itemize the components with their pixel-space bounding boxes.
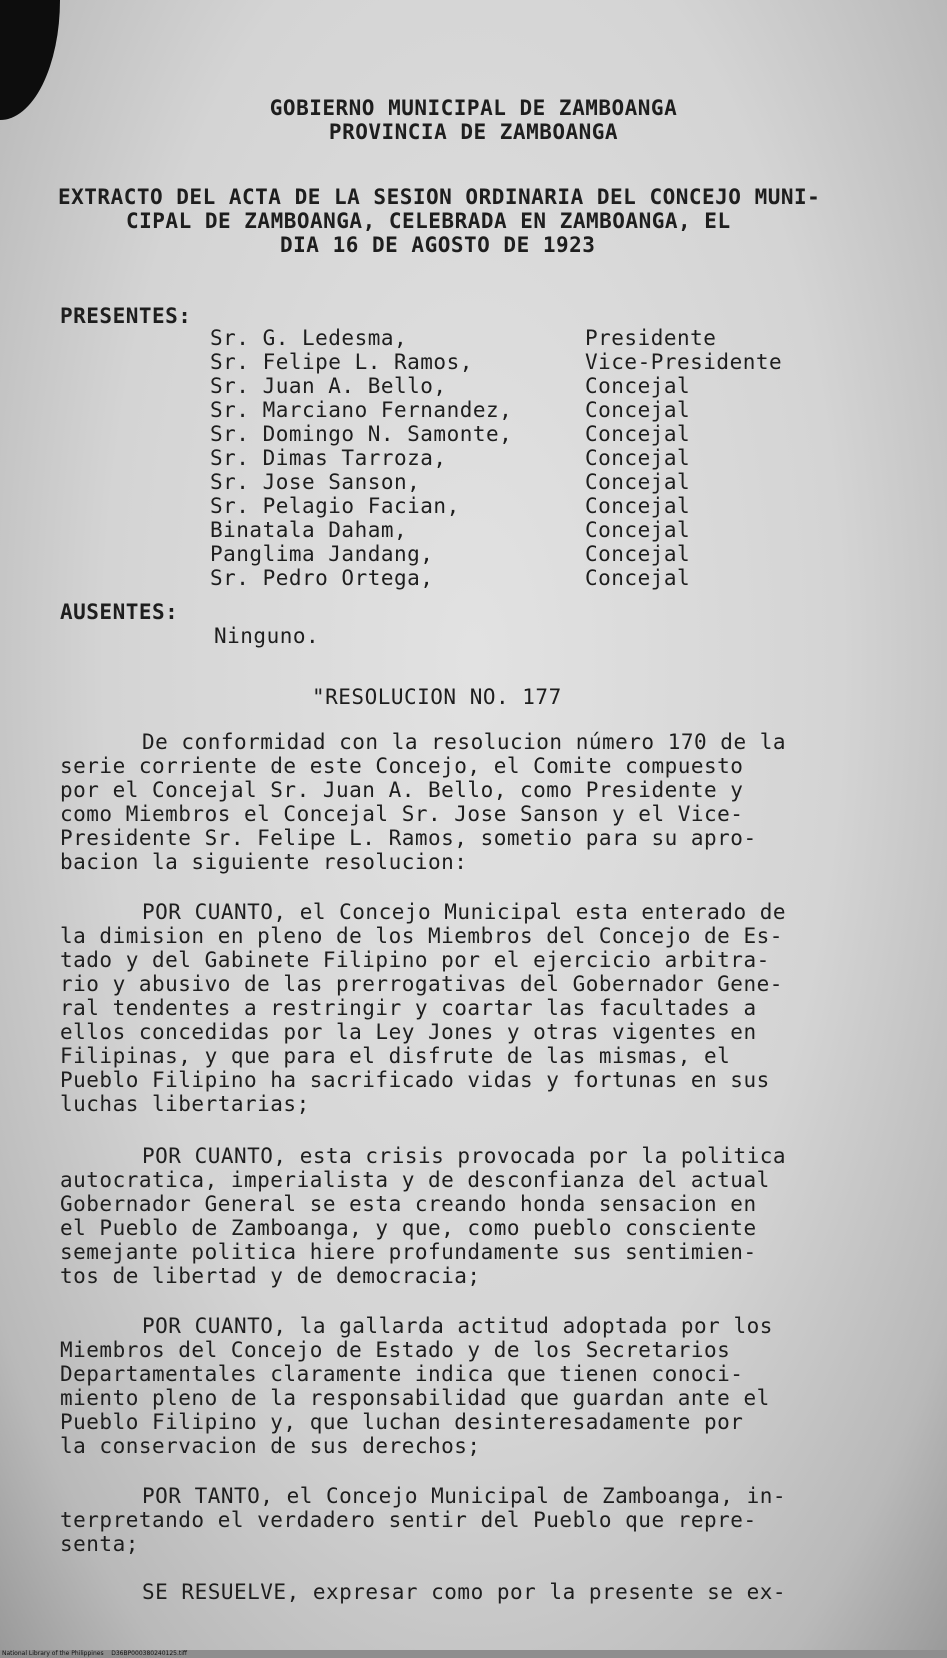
header-line-1: GOBIERNO MUNICIPAL DE ZAMBOANGA [269,96,678,120]
paragraph-line: Departamentales claramente indica que tienen conoci- [60,1362,744,1386]
paragraph-line: Gobernador General se esta creando honda sensacion en [60,1192,757,1216]
paragraph-line: De conformidad con la resolucion número 170 de la [142,730,787,754]
paragraph-line: serie corriente de este Concejo, el Comite compuesto [60,754,744,778]
header-line-2: PROVINCIA DE ZAMBOANGA [328,120,619,144]
attendee-role: Concejal [585,470,691,494]
attendee-name: Sr. Jose Sanson, [210,470,421,494]
ausentes-value: Ninguno. [214,624,320,648]
title-line-3: DIA 16 DE AGOSTO DE 1923 [280,233,596,257]
paragraph-line: SE RESUELVE, expresar como por la presente se ex- [142,1580,787,1604]
attendee-name: Sr. Juan A. Bello, [210,374,447,398]
presentes-label: PRESENTES: [60,304,192,328]
paragraph-line: miento pleno de la responsabilidad que guardan ante el [60,1386,770,1410]
attendee-name: Sr. Pedro Ortega, [210,566,434,590]
paragraph-line: el Pueblo de Zamboanga, y que, como pueblo consciente [60,1216,757,1240]
attendee-role: Concejal [585,422,691,446]
ausentes-label: AUSENTES: [60,600,179,624]
paragraph-line: Presidente Sr. Felipe L. Ramos, sometio para su apro- [60,826,757,850]
attendee-role: Concejal [585,398,691,422]
attendee-name: Sr. G. Ledesma, [210,326,408,350]
attendee-name: Sr. Marciano Fernandez, [210,398,513,422]
attendee-name: Sr. Dimas Tarroza, [210,446,447,470]
paragraph-line: POR CUANTO, esta crisis provocada por la politica [142,1144,787,1168]
paragraph-line: rio y abusivo de las prerrogativas del Gobernador Gene- [60,972,783,996]
paragraph-line: senta; [60,1532,139,1556]
paragraph-line: POR CUANTO, la gallarda actitud adoptada por los [142,1314,773,1338]
paragraph-line: bacion la siguiente resolucion: [60,850,468,874]
resolution-title: "RESOLUCION NO. 177 [312,685,562,709]
attendee-role: Concejal [585,542,691,566]
title-line-2: CIPAL DE ZAMBOANGA, CELEBRADA EN ZAMBOANGA, EL [126,209,731,233]
attendee-name: Sr. Pelagio Facian, [210,494,460,518]
paragraph-line: ellos concedidas por la Ley Jones y otras vigentes en [60,1020,757,1044]
paragraph-line: tado y del Gabinete Filipino por el ejercicio arbitra- [60,948,770,972]
attendee-name: Panglima Jandang, [210,542,434,566]
paragraph-line: semejante politica hiere profundamente sus sentimien- [60,1240,757,1264]
paragraph-line: la conservacion de sus derechos; [60,1434,481,1458]
attendee-role: Concejal [585,374,691,398]
paragraph-line: ral tendentes a restringir y coartar las facultades a [60,996,757,1020]
attendee-name: Binatala Daham, [210,518,408,542]
attendee-role: Concejal [585,446,691,470]
paragraph-line: Pueblo Filipino y, que luchan desinteresadamente por [60,1410,744,1434]
attendee-role: Concejal [585,494,691,518]
paragraph-line: terpretando el verdadero sentir del Pueblo que repre- [60,1508,757,1532]
attendee-role: Vice-Presidente [585,350,783,374]
title-line-1: EXTRACTO DEL ACTA DE LA SESION ORDINARIA DEL CONCEJO MUNI- [58,185,821,209]
attendee-name: Sr. Domingo N. Samonte, [210,422,513,446]
paragraph-line: POR TANTO, el Concejo Municipal de Zamboanga, in- [142,1484,787,1508]
paragraph-line: luchas libertarias; [60,1092,310,1116]
scan-footer-caption: National Library of the Philippines D36BP000380240125.tiff [2,1650,188,1657]
attendee-role: Concejal [585,518,691,542]
paragraph-line: autocratica, imperialista y de desconfianza del actual [60,1168,770,1192]
paragraph-line: Pueblo Filipino ha sacrificado vidas y fortunas en sus [60,1068,770,1092]
attendee-role: Concejal [585,566,691,590]
paragraph-line: la dimision en pleno de los Miembros del Concejo de Es- [60,924,783,948]
paragraph-line: Miembros del Concejo de Estado y de los Secretarios [60,1338,731,1362]
attendee-role: Presidente [585,326,717,350]
paragraph-line: por el Concejal Sr. Juan A. Bello, como Presidente y [60,778,744,802]
attendee-name: Sr. Felipe L. Ramos, [210,350,473,374]
paragraph-line: POR CUANTO, el Concejo Municipal esta enterado de [142,900,787,924]
paragraph-line: Filipinas, y que para el disfrute de las mismas, el [60,1044,731,1068]
paragraph-line: tos de libertad y de democracia; [60,1264,481,1288]
paragraph-line: como Miembros el Concejal Sr. Jose Sanson y el Vice- [60,802,744,826]
